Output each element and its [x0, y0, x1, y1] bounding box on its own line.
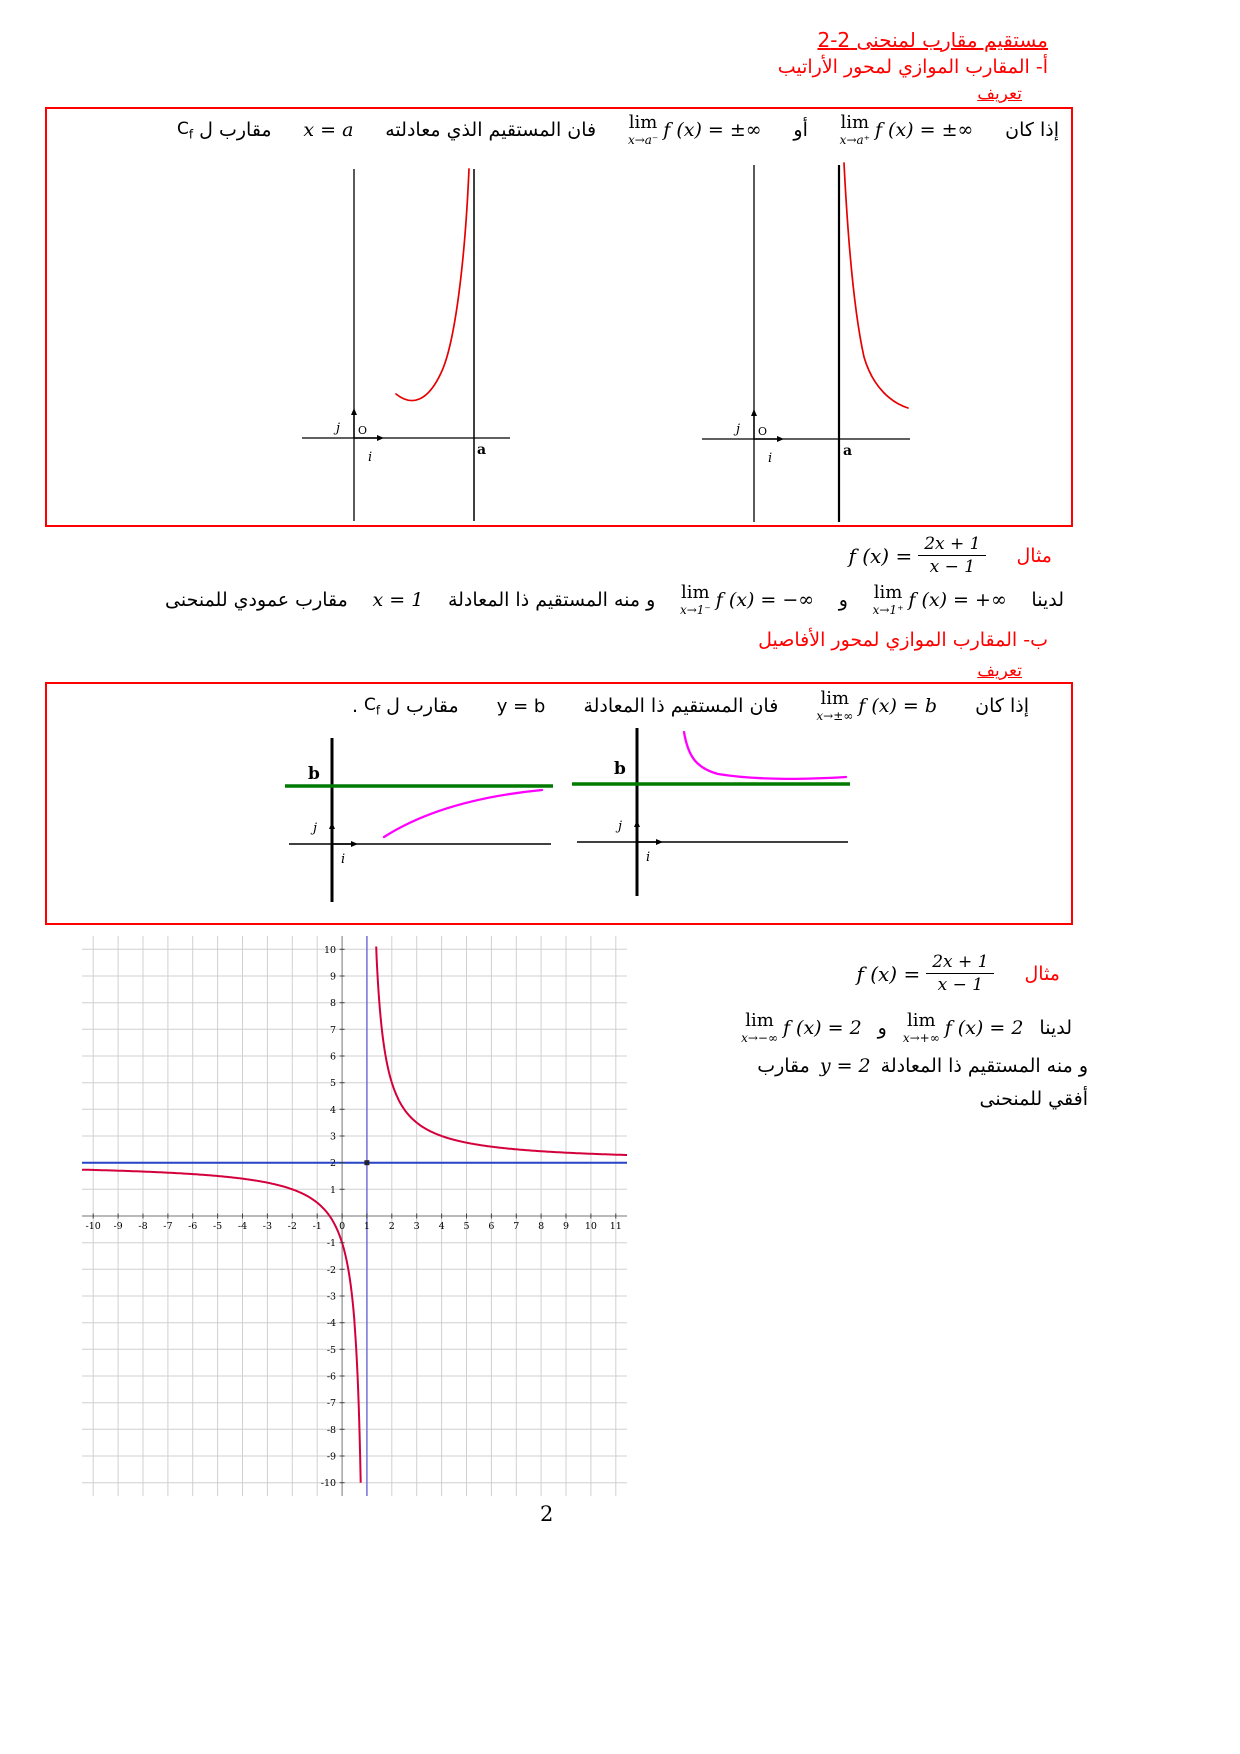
def-b-if-word: إذا كان: [975, 695, 1029, 717]
def-b-asymptote-of-cf: [352, 695, 459, 717]
svg-text:6: 6: [488, 1221, 495, 1232]
definition-label-b: تعريف: [977, 661, 1022, 681]
numerator: 2x + 1: [918, 534, 986, 556]
svg-text:a: a: [477, 442, 487, 458]
fraction: [926, 952, 994, 996]
svg-text:j: j: [313, 821, 318, 836]
svg-text:i: i: [646, 850, 651, 865]
example-a-limit-right: [873, 584, 1007, 616]
limit-value: f (x) = 2: [782, 1017, 862, 1039]
lim-block: [680, 584, 711, 616]
svg-text:-3: -3: [262, 1221, 273, 1232]
svg-text:a: a: [843, 443, 853, 459]
svg-text:-1: -1: [326, 1238, 337, 1250]
svg-text:-8: -8: [326, 1424, 337, 1436]
and-word: و: [877, 1017, 887, 1039]
example-a-result-line: [165, 584, 1064, 616]
lim-word: lim: [840, 112, 870, 133]
svg-text:i: i: [341, 852, 346, 867]
figure-horizontal-asymptote-below: [285, 734, 555, 906]
lim-subscript: x→1⁻: [679, 603, 711, 617]
section-b-heading: ب- المقارب الموازي لمحور الأفاصيل: [758, 629, 1048, 651]
lim-block: [741, 1012, 778, 1044]
svg-text:5: 5: [330, 1078, 337, 1090]
limit-value: f (x) = ±∞: [663, 119, 762, 141]
svg-text:2: 2: [330, 1158, 337, 1170]
lim-block: [873, 584, 904, 616]
svg-text:-7: -7: [163, 1221, 173, 1232]
section-a-heading: أ- المقارب الموازي لمحور الأراتيب: [777, 56, 1048, 78]
definition-box-vertical-asymptote: [45, 107, 1073, 527]
def-a-asymptote-of-cf: [177, 119, 272, 141]
lim-subscript: x→−∞: [741, 1031, 778, 1045]
svg-text:-1: -1: [312, 1221, 322, 1232]
svg-text:4: 4: [438, 1221, 445, 1232]
lim-word: lim: [906, 1010, 936, 1031]
svg-text:-5: -5: [212, 1221, 223, 1232]
svg-text:3: 3: [413, 1221, 420, 1232]
numerator: 2x + 1: [926, 952, 994, 974]
def-a-equation: x = a: [303, 119, 354, 141]
example-b-conclusion-line: [757, 1055, 1088, 1077]
svg-text:O: O: [758, 425, 768, 438]
svg-text:5: 5: [463, 1221, 470, 1232]
example-b-limit-right: [903, 1012, 1024, 1044]
lim-block: [628, 114, 658, 146]
limit-value: f (x) = +∞: [908, 589, 1007, 611]
figure-horizontal-asymptote-above: [572, 724, 852, 902]
figure-vertical-asymptote-right: [692, 157, 922, 527]
example-b-label: مثال: [1024, 962, 1060, 985]
example-b-limits-line: [741, 1012, 1072, 1044]
figure-vertical-asymptote-left: [292, 161, 522, 526]
limit-value: f (x) = b: [858, 695, 938, 717]
we-have-word: لدينا: [1031, 589, 1064, 611]
svg-text:-6: -6: [188, 1221, 198, 1232]
svg-text:4: 4: [330, 1104, 337, 1116]
def-a-or-word: أو: [793, 119, 808, 141]
example-a: [848, 534, 1052, 578]
svg-text:-10: -10: [85, 1221, 101, 1232]
limit-value: f (x) = 2: [944, 1017, 1024, 1039]
lim-subscript: x→a⁺: [839, 133, 870, 147]
svg-text:i: i: [368, 450, 373, 465]
svg-text:10: 10: [324, 944, 337, 956]
function-lhs: f (x) =: [848, 543, 913, 568]
we-have-word: لدينا: [1039, 1017, 1072, 1039]
svg-text:2: 2: [388, 1221, 395, 1232]
svg-text:-8: -8: [138, 1221, 148, 1232]
svg-text:1: 1: [330, 1184, 337, 1196]
def-b-equation: y = b: [496, 695, 546, 717]
limit-value: f (x) = ±∞: [874, 119, 974, 141]
svg-text:j: j: [736, 422, 741, 437]
lim-subscript: x→+∞: [902, 1031, 940, 1045]
period: .: [352, 694, 359, 717]
lim-subscript: x→1⁺: [872, 603, 904, 617]
svg-text:-9: -9: [326, 1451, 337, 1463]
svg-text:j: j: [618, 819, 623, 834]
svg-text:-3: -3: [326, 1291, 337, 1303]
cf-symbol: $C_f$: [364, 694, 381, 718]
svg-text:7: 7: [330, 1024, 337, 1036]
hyperbola-graph: [82, 936, 627, 1496]
equation-y-equals-2: y = 2: [819, 1055, 871, 1077]
conclusion-text: و منه المستقيم ذا المعادلة: [880, 1055, 1088, 1077]
example-b-limit-left: [741, 1012, 862, 1044]
lim-subscript: x→±∞: [816, 709, 854, 723]
definition-box-horizontal-asymptote: [45, 682, 1073, 925]
definition-a-line: [177, 114, 1059, 146]
lim-word: lim: [681, 582, 710, 603]
svg-text:-4: -4: [237, 1221, 248, 1232]
page-number: 2: [540, 1502, 554, 1526]
example-b: [856, 952, 1060, 996]
def-a-if-word: إذا كان: [1005, 119, 1059, 141]
svg-text:7: 7: [513, 1221, 520, 1232]
svg-text:b: b: [308, 764, 320, 784]
svg-text:j: j: [336, 421, 341, 436]
svg-text:6: 6: [330, 1051, 337, 1063]
lim-block: [840, 114, 870, 146]
def-b-limit: [816, 690, 937, 722]
svg-text:O: O: [358, 424, 368, 437]
lim-subscript: x→a⁻: [627, 133, 659, 147]
example-b-function-formula: [856, 952, 994, 996]
example-a-label: مثال: [1016, 544, 1052, 567]
lim-word: lim: [873, 582, 903, 603]
svg-text:-2: -2: [287, 1221, 297, 1232]
svg-text:i: i: [768, 451, 773, 466]
equation-x-equals-1: x = 1: [372, 589, 424, 611]
limit-value: f (x) = −∞: [715, 589, 815, 611]
svg-text:0: 0: [339, 1221, 346, 1232]
svg-text:9: 9: [330, 971, 337, 983]
def-a-limit-left: [628, 114, 762, 146]
svg-text:9: 9: [562, 1221, 570, 1232]
svg-text:8: 8: [538, 1221, 545, 1232]
example-b-conclusion-line2: أفقي للمنحنى: [979, 1088, 1088, 1110]
denominator: x − 1: [929, 557, 976, 578]
lim-block: [816, 690, 853, 722]
example-a-limit-left: [680, 584, 814, 616]
lim-word: lim: [745, 1010, 774, 1031]
svg-text:-6: -6: [326, 1371, 337, 1383]
svg-text:10: 10: [584, 1221, 597, 1232]
svg-text:11: 11: [609, 1221, 622, 1232]
example-a-function-formula: [848, 534, 986, 578]
definition-b-line: [352, 690, 1029, 722]
svg-text:b: b: [614, 759, 626, 779]
page-title: مستقيم مقارب لمنحنى 2-2: [817, 28, 1048, 52]
vertical-asymptote-text: مقارب عمودي للمنحنى: [165, 589, 348, 611]
svg-text:3: 3: [330, 1131, 337, 1143]
asymptote-word: مقارب: [757, 1055, 810, 1077]
svg-text:-10: -10: [320, 1478, 337, 1490]
svg-text:-5: -5: [326, 1344, 337, 1356]
def-b-tail-text: مقارب ل: [386, 694, 459, 717]
svg-text:-2: -2: [326, 1264, 337, 1276]
and-word: و: [838, 589, 848, 611]
svg-text:1: 1: [363, 1221, 370, 1232]
lim-word: lim: [628, 112, 658, 133]
definition-label-a: تعريف: [977, 84, 1022, 104]
svg-text:8: 8: [330, 998, 337, 1010]
svg-text:-7: -7: [326, 1398, 337, 1410]
lim-block: [903, 1012, 940, 1044]
function-lhs: f (x) =: [856, 961, 921, 986]
def-a-tail-text: مقارب ل: [199, 118, 272, 141]
def-a-limit-right: [840, 114, 974, 146]
conclusion-text: و منه المستقيم ذا المعادلة: [447, 589, 656, 611]
def-b-then-text: فان المستقيم ذا المعادلة: [583, 695, 779, 717]
denominator: x − 1: [937, 975, 984, 996]
def-a-then-text: فان المستقيم الذي معادلته: [385, 119, 597, 141]
svg-text:-4: -4: [326, 1318, 337, 1330]
lim-word: lim: [820, 688, 850, 709]
fraction: [918, 534, 986, 578]
svg-text:-9: -9: [113, 1221, 123, 1232]
cf-symbol: $C_f$: [177, 118, 194, 142]
